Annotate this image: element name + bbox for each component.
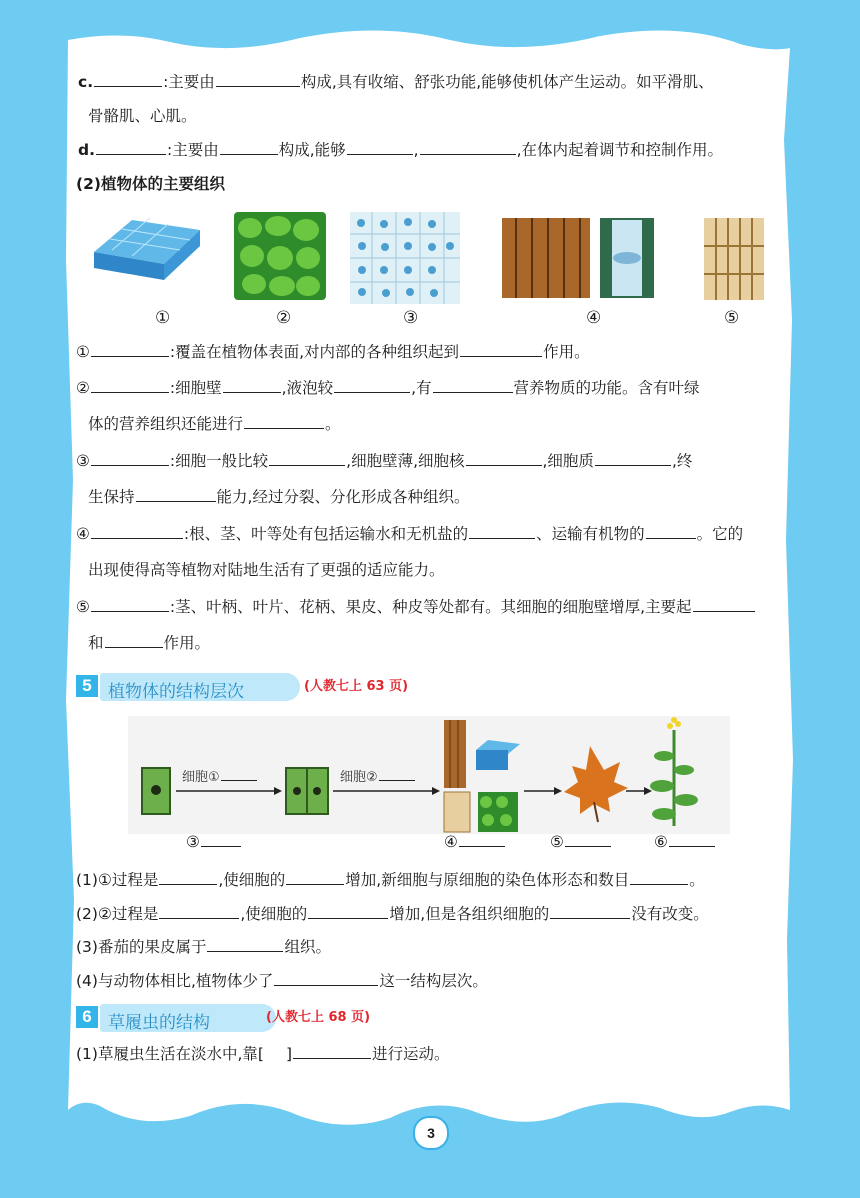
tissue-q4 (76, 524, 743, 544)
blank[interactable] (469, 524, 535, 539)
text: 作用。 (543, 343, 590, 361)
text: 生保持 (88, 488, 135, 506)
blank[interactable] (308, 904, 388, 919)
num: ③ (76, 452, 90, 470)
blank[interactable] (136, 487, 216, 502)
text: 进行运动。 (372, 1045, 450, 1063)
text: 。 (689, 871, 705, 889)
tissue-q5 (76, 597, 756, 617)
blank[interactable] (91, 524, 183, 539)
textbook-ref: (人教七上 63 页) (304, 679, 409, 694)
blank[interactable] (693, 597, 755, 612)
plant-tissue-heading: (2)植物体的主要组织 (76, 175, 225, 193)
flow-mark-6 (654, 832, 716, 852)
blank[interactable] (159, 904, 239, 919)
text: :覆盖在植物体表面,对内部的各种组织起到 (169, 343, 460, 361)
blank[interactable] (433, 378, 513, 393)
blank[interactable] (96, 140, 166, 155)
text: :主要由 (163, 73, 215, 91)
num: ④ (444, 833, 458, 851)
text: 和 (88, 634, 104, 652)
text: 。 (325, 415, 341, 433)
blank[interactable] (244, 414, 324, 429)
parenchyma-tissue-image (234, 212, 326, 300)
line-c-cont: 骨骼肌、心肌。 (88, 107, 197, 125)
text: ,有 (411, 379, 432, 397)
text: (3)番茄的果皮属于 (76, 938, 207, 956)
text: 增加,但是各组织细胞的 (389, 905, 550, 923)
blank[interactable] (420, 140, 516, 155)
blank[interactable] (216, 72, 300, 87)
blank[interactable] (646, 524, 696, 539)
blank[interactable] (91, 342, 169, 357)
mechanical-tissue-image (704, 218, 764, 300)
text: ] (285, 1045, 292, 1063)
blank[interactable] (565, 832, 611, 847)
line-d (78, 140, 723, 160)
text: ,终 (671, 452, 693, 470)
blank[interactable] (221, 766, 257, 781)
item-c-label: c. (78, 73, 94, 91)
s6-q1 (76, 1044, 450, 1064)
text: :细胞壁 (169, 379, 222, 397)
section-title: 草履虫的结构 (108, 1013, 210, 1033)
text: 增加,新细胞与原细胞的染色体形态和数目 (345, 871, 630, 889)
text: ,液泡较 (281, 379, 334, 397)
text: :茎、叶柄、叶片、花柄、果皮、种皮等处都有。其细胞的细胞壁增厚,主要起 (169, 598, 692, 616)
tissue-q3-cont (88, 487, 469, 507)
text: 营养物质的功能。含有叶绿 (513, 379, 700, 397)
text: ,细胞壁薄,细胞核 (346, 452, 465, 470)
s5-q1 (76, 870, 705, 890)
text: ,使细胞的 (218, 871, 286, 889)
tissue-label-5: ⑤ (724, 308, 740, 328)
blank[interactable] (223, 378, 281, 393)
num: ② (76, 379, 90, 397)
tissue-q1 (76, 342, 590, 362)
blank[interactable] (91, 597, 169, 612)
flow-label-2 (340, 766, 416, 785)
text: , (413, 141, 419, 159)
textbook-ref: (人教七上 68 页) (266, 1010, 371, 1025)
flow-label-1 (182, 766, 258, 785)
conducting-tissue-image (502, 214, 658, 300)
text: (2)②过程是 (76, 905, 159, 923)
line-c (78, 72, 714, 92)
text: 细胞② (340, 770, 378, 785)
blank[interactable] (334, 378, 410, 393)
tissue-q3 (76, 451, 692, 471)
tissue-label-3: ③ (403, 308, 419, 328)
text: :根、茎、叶等处有包括运输水和无机盐的 (183, 525, 469, 543)
text: ,在体内起着调节和控制作用。 (516, 141, 724, 159)
text: (1)①过程是 (76, 871, 159, 889)
epidermal-tissue-image (92, 212, 204, 282)
blank[interactable] (94, 72, 162, 87)
num: ④ (76, 525, 90, 543)
blank[interactable] (595, 451, 671, 466)
text: 细胞① (182, 770, 220, 785)
text: 构成,能够 (278, 141, 346, 159)
blank[interactable] (379, 766, 415, 781)
text: :主要由 (166, 141, 219, 159)
blank[interactable] (286, 870, 344, 885)
tissue-q2-cont (88, 414, 341, 434)
s5-q3 (76, 937, 331, 957)
tissue-label-4: ④ (586, 308, 602, 328)
tissue-label-1: ① (155, 308, 171, 328)
text: 没有改变。 (631, 905, 709, 923)
blank[interactable] (159, 870, 217, 885)
num: ⑤ (550, 833, 564, 851)
text: 这一结构层次。 (379, 972, 488, 990)
s5-q4 (76, 971, 488, 991)
blank[interactable] (550, 904, 630, 919)
item-d-label: d. (78, 141, 95, 159)
flow-mark-5 (550, 832, 612, 852)
section-6-banner (76, 1004, 276, 1032)
blank[interactable] (274, 971, 378, 986)
flow-mark-4 (444, 832, 506, 852)
blank[interactable] (466, 451, 542, 466)
text: :细胞一般比较 (169, 452, 269, 470)
text: (1)草履虫生活在淡水中,靠[ (76, 1045, 264, 1063)
tissue-label-2: ② (276, 308, 292, 328)
section-number: 6 (76, 1006, 98, 1028)
blank[interactable] (347, 140, 413, 155)
num: ⑤ (76, 598, 90, 616)
meristem-tissue-image (350, 212, 460, 304)
text: 组织。 (284, 938, 331, 956)
text: 能力,经过分裂、分化形成各种组织。 (216, 488, 470, 506)
blank[interactable] (460, 342, 542, 357)
text: ,使细胞的 (240, 905, 308, 923)
blank[interactable] (293, 1044, 371, 1059)
num: ③ (186, 833, 200, 851)
tissue-q4-cont: 出现使得高等植物对陆地生活有了更强的适应能力。 (88, 561, 445, 579)
blank[interactable] (91, 451, 169, 466)
text: 体的营养组织还能进行 (88, 415, 244, 433)
page-number: 3 (413, 1116, 449, 1150)
flow-mark-3 (186, 832, 242, 852)
blank[interactable] (669, 832, 715, 847)
text: 、运输有机物的 (536, 525, 645, 543)
blank[interactable] (459, 832, 505, 847)
text: 构成,具有收缩、舒张功能,能够使机体产生运动。如平滑肌、 (300, 73, 714, 91)
blank[interactable] (269, 451, 345, 466)
section-5-banner (76, 673, 306, 701)
blank[interactable] (630, 870, 688, 885)
blank[interactable] (220, 140, 278, 155)
text: ,细胞质 (542, 452, 594, 470)
text: (4)与动物体相比,植物体少了 (76, 972, 274, 990)
text: 作用。 (163, 634, 211, 652)
num: ⑥ (654, 833, 668, 851)
blank[interactable] (91, 378, 169, 393)
s5-q2 (76, 904, 709, 924)
section-number: 5 (76, 675, 98, 697)
blank[interactable] (201, 832, 241, 847)
blank[interactable] (105, 633, 163, 648)
text: 。它的 (696, 525, 744, 543)
section-title: 植物体的结构层次 (108, 682, 244, 702)
tissue-q5-cont (88, 633, 210, 653)
blank[interactable] (207, 937, 283, 952)
num: ① (76, 343, 90, 361)
tissue-q2 (76, 378, 700, 398)
